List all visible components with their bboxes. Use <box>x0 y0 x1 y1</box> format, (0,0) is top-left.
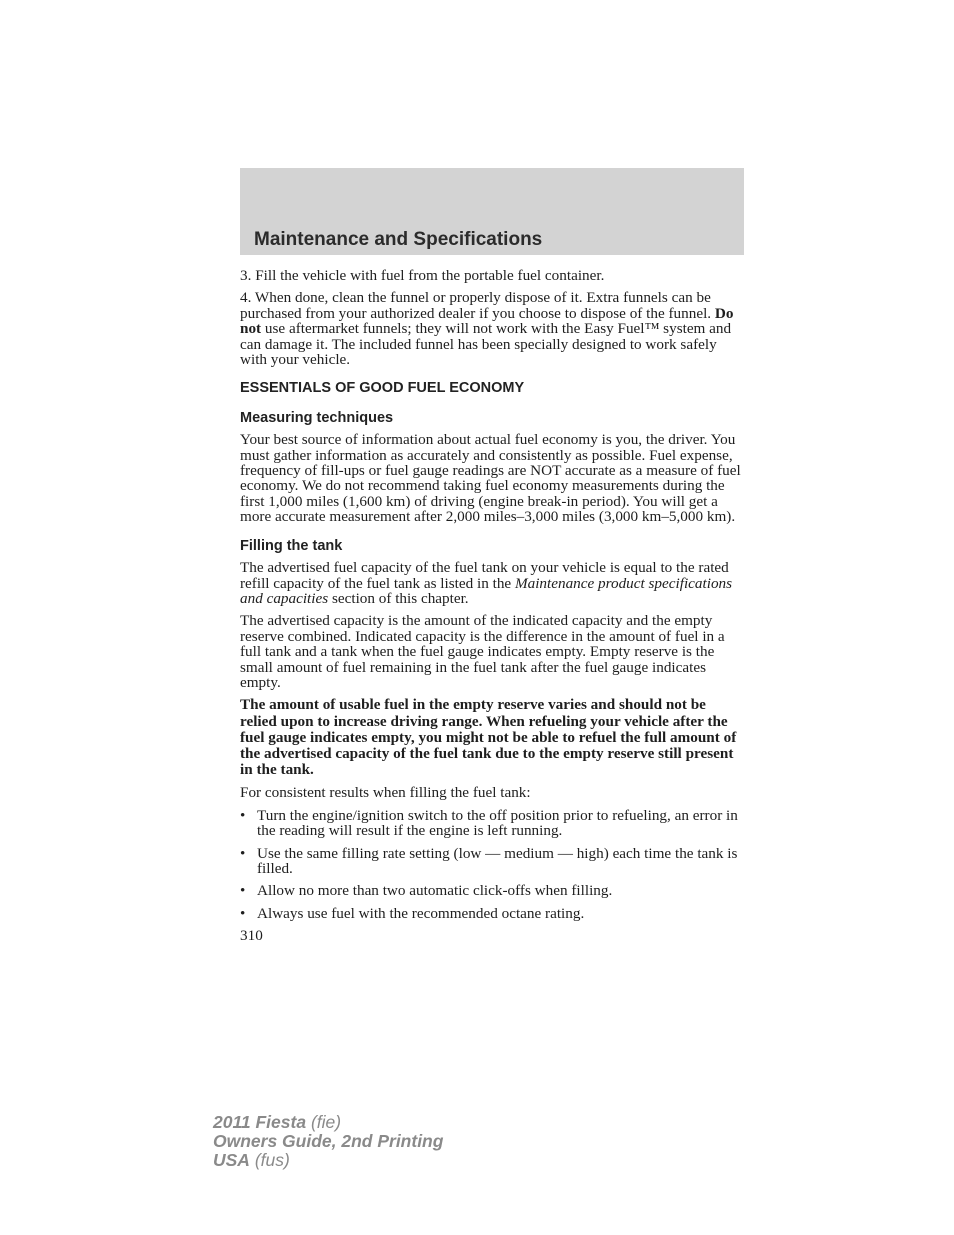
filling-p1-text-1: The advertised fuel capacity of the fuel tank on your vehicle is equal to the rated refill capacity of the fuel tank as listed in the <box>240 559 729 592</box>
bullet-dot: • <box>240 844 246 862</box>
measuring-paragraph: Your best source of information about actual fuel economy is you, the driver. You must gather information as accurately and consistently as possible. Fuel expense, frequency of fill-ups or fuel gauge readings are NOT accurate as a measure of fuel economy. We do not recommend taking fuel economy measurements during the first 1,000 miles (1,600 km) of driving (engine break-in period). You will get a more accurate measurement after 2,000 miles–3,000 miles (3,000 km–5,000 km). <box>240 431 741 526</box>
bullet-item <box>240 808 744 839</box>
page-number: 310 <box>240 927 263 945</box>
footer-market: USA <box>213 1150 250 1170</box>
heading-measuring: Measuring techniques <box>240 409 394 426</box>
footer-line-2 <box>213 1132 443 1151</box>
footer-edition: Owners Guide, 2nd Printing <box>213 1131 444 1151</box>
footer-model-code: (fie) <box>310 1112 342 1132</box>
step-4-text-1: 4. When done, clean the funnel or properly dispose of it. Extra funnels can be purchased from your authorized dealer if you choose to dispose of the funnel. <box>240 289 712 322</box>
bullet-item <box>240 846 744 877</box>
section-header-band <box>240 168 744 255</box>
footer-line-1 <box>213 1113 443 1132</box>
step-3: 3. Fill the vehicle with fuel from the portable fuel container. <box>240 267 605 284</box>
step-4-bold: Do not <box>240 304 734 338</box>
footer-line-3 <box>213 1151 443 1170</box>
filling-p1-text-2: section of this chapter. <box>331 589 469 607</box>
bullet-text: Always use fuel with the recommended octane rating. <box>257 904 585 922</box>
bullet-item <box>240 883 744 898</box>
filling-p1-italic: Maintenance product specifications and capacities <box>240 574 733 607</box>
heading-essentials: ESSENTIALS OF GOOD FUEL ECONOMY <box>240 380 525 397</box>
filling-paragraph-1 <box>240 560 744 606</box>
page-content <box>240 268 744 944</box>
consistent-intro: For consistent results when filling the fuel tank: <box>240 784 531 802</box>
filling-paragraph-2: The advertised capacity is the amount of the indicated capacity and the empty reserve combined. Indicated capacity is the difference in the amount of fuel in a full tank and a tank when the fuel gauge indicates empty. Empty reserve is the small amount of fuel remaining in the fuel tank after the fuel gauge indicates empty. <box>240 612 725 691</box>
bullet-dot: • <box>240 882 246 900</box>
footer-model: 2011 Fiesta <box>213 1112 307 1132</box>
bullet-text: Use the same filling rate setting (low — medium — high) each time the tank is filled. <box>257 844 738 877</box>
bullet-dot: • <box>240 904 246 922</box>
step-4 <box>240 290 744 367</box>
bullet-item <box>240 906 744 921</box>
footer-market-code: (fus) <box>254 1150 290 1170</box>
heading-filling: Filling the tank <box>240 537 343 554</box>
bullet-dot: • <box>240 806 246 824</box>
section-title: Maintenance and Specifications <box>254 229 543 250</box>
bullet-text: Turn the engine/ignition switch to the off position prior to refueling, an error in the reading will result if the engine is left running. <box>257 806 738 840</box>
document-footer <box>213 1113 443 1170</box>
warning-paragraph: The amount of usable fuel in the empty reserve varies and should not be relied upon to increase driving range. When refueling your vehicle after the fuel gauge indicates empty, you might not be able to refuel the full amount of the advertised capacity of the fuel tank due to the empty reserve still present in the tank. <box>240 696 737 779</box>
step-4-text-2: use aftermarket funnels; they will not work with the Easy Fuel™ system and can damage it. The included funnel has been specially designed to work safely with your vehicle. <box>240 320 732 369</box>
bullet-text: Allow no more than two automatic click-offs when filling. <box>257 882 613 900</box>
